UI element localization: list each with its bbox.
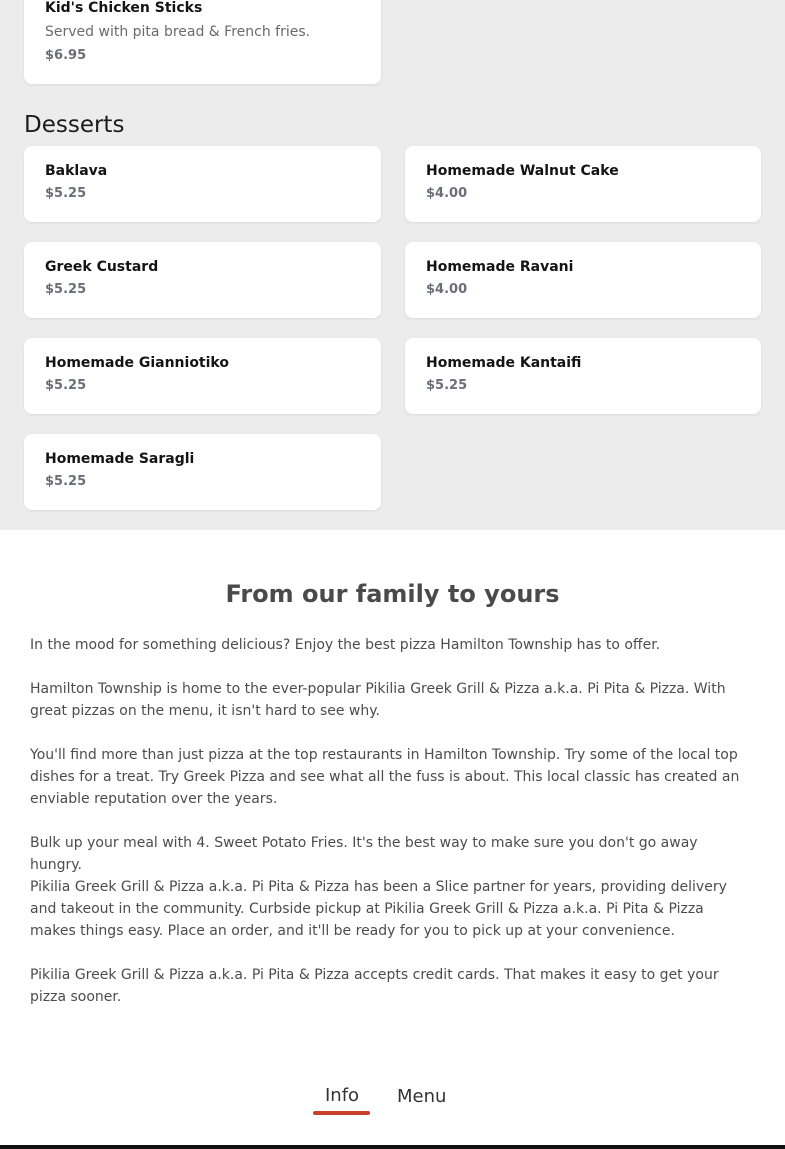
menu-item-name: Homemade Ravani (426, 259, 574, 275)
menu-item-card[interactable] (24, 434, 381, 510)
menu-item-card[interactable] (405, 242, 761, 318)
menu-item-price: $4.00 (426, 186, 468, 201)
bottom-tabs (0, 1078, 785, 1118)
menu-item-card[interactable] (24, 242, 381, 318)
menu-item-card[interactable] (405, 338, 761, 414)
menu-item-name: Homemade Gianniotiko (45, 355, 229, 371)
about-paragraph: Pikilia Greek Grill & Pizza a.k.a. Pi Pita & Pizza has been a Slice partner for years, providing delivery and takeout in the community. Curbside pickup at Pikilia Greek Grill & Pizza a.k.a. Pi Pita & Pizza makes things easy. Place an order, and it'll be ready for you to pick up at your convenience. (30, 879, 727, 939)
about-paragraph: Hamilton Township is home to the ever-popular Pikilia Greek Grill & Pizza a.k.a. Pi Pita & Pizza. With great pizzas on the menu, it isn't hard to see why. (30, 681, 726, 719)
menu-item-price: $5.25 (45, 378, 87, 393)
menu-item-price: $5.25 (45, 186, 87, 201)
tab-menu[interactable]: Menu (397, 1086, 447, 1107)
section-title-desserts: Desserts (24, 112, 125, 138)
menu-item-card[interactable] (24, 0, 381, 84)
menu-item-name: Homemade Saragli (45, 451, 195, 467)
menu-item-price: $5.25 (45, 474, 87, 489)
about-paragraph: You'll find more than just pizza at the top restaurants in Hamilton Township. Try some of the local top dishes for a treat. Try Greek Pizza and see what all the fuss is about. This local classic has created an enviable reputation over the years. (30, 747, 740, 807)
menu-item-price: $5.25 (426, 378, 468, 393)
about-paragraph: Pikilia Greek Grill & Pizza a.k.a. Pi Pita & Pizza accepts credit cards. That makes it easy to get your pizza sooner. (30, 967, 719, 1005)
menu-item-description: Served with pita bread & French fries. (45, 24, 311, 40)
menu-item-name: Homemade Walnut Cake (426, 163, 619, 179)
menu-item-card[interactable] (24, 338, 381, 414)
about-paragraph: In the mood for something delicious? Enjoy the best pizza Hamilton Township has to offer. (30, 637, 661, 653)
menu-item-price: $6.95 (45, 48, 87, 63)
menu-item-card[interactable] (24, 146, 381, 222)
active-tab-indicator (313, 1111, 370, 1115)
menu-item-name: Greek Custard (45, 259, 159, 275)
menu-item-name: Homemade Kantaifi (426, 355, 582, 371)
menu-item-price: $4.00 (426, 282, 468, 297)
menu-item-name: Kid's Chicken Sticks (45, 0, 203, 16)
about-paragraph: Bulk up your meal with 4. Sweet Potato Fries. It's the best way to make sure you don't go away hungry. (30, 835, 698, 873)
menu-item-card[interactable] (405, 146, 761, 222)
tab-info[interactable]: Info (325, 1085, 360, 1106)
menu-item-price: $5.25 (45, 282, 87, 297)
menu-area (0, 0, 785, 530)
about-title: From our family to yours (225, 580, 560, 608)
menu-item-name: Baklava (45, 163, 108, 179)
footer-bar (0, 1145, 785, 1149)
